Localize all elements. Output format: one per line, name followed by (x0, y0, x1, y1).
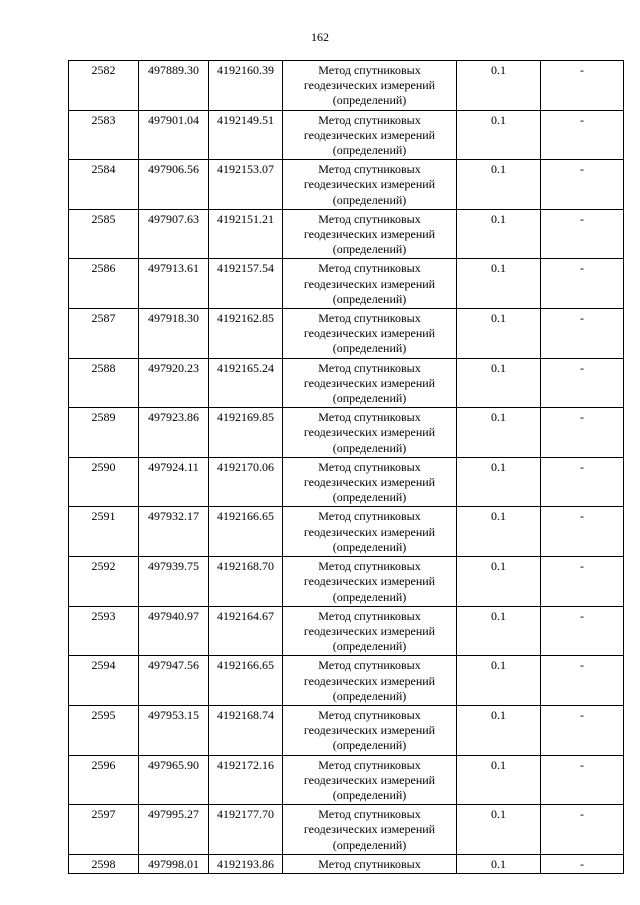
method-line: Метод спутниковых (318, 112, 421, 127)
method-cell (283, 507, 457, 557)
x-coordinate-cell: 497918.30 (139, 309, 209, 359)
method-cell (283, 408, 457, 458)
method-line: геодезических измерений (303, 673, 436, 688)
note-cell: - (541, 110, 624, 160)
accuracy-cell: 0.1 (457, 358, 541, 408)
y-coordinate-cell: 4192177.70 (209, 805, 283, 855)
table-row (69, 507, 624, 557)
method-line: Метод спутниковых (318, 559, 421, 574)
table-row (69, 309, 624, 359)
method-cell (283, 61, 457, 111)
method-line: геодезических измерений (303, 326, 436, 341)
table-row (69, 755, 624, 805)
y-coordinate-cell: 4192162.85 (209, 309, 283, 359)
page-number: 162 (311, 30, 329, 44)
y-coordinate-cell: 4192149.51 (209, 110, 283, 160)
coordinates-table (68, 60, 624, 874)
table-row (69, 705, 624, 755)
point-number-cell: 2596 (69, 755, 139, 805)
x-coordinate-cell: 497906.56 (139, 160, 209, 210)
method-line: (определений) (332, 440, 407, 455)
table-row (69, 606, 624, 656)
point-number-cell: 2593 (69, 606, 139, 656)
y-coordinate-cell: 4192168.74 (209, 705, 283, 755)
table-row (69, 457, 624, 507)
method-line: геодезических измерений (303, 822, 436, 837)
x-coordinate-cell: 497913.61 (139, 259, 209, 309)
method-line: Метод спутниковых (318, 360, 421, 375)
method-line: Метод спутниковых (318, 856, 421, 871)
method-cell (283, 259, 457, 309)
y-coordinate-cell: 4192157.54 (209, 259, 283, 309)
table-body (69, 61, 624, 874)
method-line: (определений) (332, 341, 407, 356)
method-line: геодезических измерений (303, 425, 436, 440)
note-cell: - (541, 854, 624, 873)
accuracy-cell: 0.1 (457, 557, 541, 607)
method-line: (определений) (332, 688, 407, 703)
accuracy-cell: 0.1 (457, 656, 541, 706)
y-coordinate-cell: 4192151.21 (209, 209, 283, 259)
y-coordinate-cell: 4192169.85 (209, 408, 283, 458)
accuracy-cell: 0.1 (457, 110, 541, 160)
method-line: геодезических измерений (303, 276, 436, 291)
accuracy-cell: 0.1 (457, 606, 541, 656)
method-line: геодезических измерений (303, 227, 436, 242)
method-line: Метод спутниковых (318, 807, 421, 822)
method-line: Метод спутниковых (318, 63, 421, 77)
method-line: Метод спутниковых (318, 410, 421, 425)
table-row (69, 209, 624, 259)
method-line: Метод спутниковых (318, 757, 421, 772)
method-line: Метод спутниковых (318, 459, 421, 474)
method-line: (определений) (332, 539, 407, 554)
x-coordinate-cell: 497998.01 (139, 854, 209, 873)
x-coordinate-cell: 497907.63 (139, 209, 209, 259)
note-cell: - (541, 755, 624, 805)
method-cell (283, 606, 457, 656)
method-line: Метод спутниковых (318, 608, 421, 623)
point-number-cell: 2591 (69, 507, 139, 557)
y-coordinate-cell: 4192166.65 (209, 656, 283, 706)
point-number-cell: 2584 (69, 160, 139, 210)
y-coordinate-cell: 4192172.16 (209, 755, 283, 805)
method-cell (283, 557, 457, 607)
accuracy-cell: 0.1 (457, 805, 541, 855)
method-line: Метод спутниковых (318, 162, 421, 177)
x-coordinate-cell: 497947.56 (139, 656, 209, 706)
note-cell: - (541, 61, 624, 111)
method-line: (определений) (332, 837, 407, 852)
note-cell: - (541, 358, 624, 408)
note-cell: - (541, 557, 624, 607)
x-coordinate-cell: 497940.97 (139, 606, 209, 656)
method-line: геодезических измерений (303, 78, 436, 93)
method-line: геодезических измерений (303, 177, 436, 192)
x-coordinate-cell: 497923.86 (139, 408, 209, 458)
note-cell: - (541, 606, 624, 656)
method-line: Метод спутниковых (318, 707, 421, 722)
accuracy-cell: 0.1 (457, 209, 541, 259)
method-cell (283, 358, 457, 408)
method-line: (определений) (332, 192, 407, 207)
y-coordinate-cell: 4192168.70 (209, 557, 283, 607)
method-cell (283, 160, 457, 210)
method-line: геодезических измерений (303, 127, 436, 142)
y-coordinate-cell: 4192164.67 (209, 606, 283, 656)
method-line: геодезических измерений (303, 623, 436, 638)
method-line: (определений) (332, 738, 407, 753)
point-number-cell: 2583 (69, 110, 139, 160)
table-row (69, 110, 624, 160)
table-row (69, 408, 624, 458)
accuracy-cell: 0.1 (457, 309, 541, 359)
table-row (69, 656, 624, 706)
method-cell (283, 309, 457, 359)
x-coordinate-cell: 497924.11 (139, 457, 209, 507)
point-number-cell: 2592 (69, 557, 139, 607)
x-coordinate-cell: 497995.27 (139, 805, 209, 855)
method-line: (определений) (332, 143, 407, 158)
accuracy-cell: 0.1 (457, 755, 541, 805)
method-line: (определений) (332, 639, 407, 654)
method-line: (определений) (332, 391, 407, 406)
note-cell: - (541, 160, 624, 210)
method-cell (283, 110, 457, 160)
note-cell: - (541, 656, 624, 706)
accuracy-cell: 0.1 (457, 705, 541, 755)
y-coordinate-cell: 4192153.07 (209, 160, 283, 210)
method-line: геодезических измерений (303, 723, 436, 738)
method-line: Метод спутниковых (318, 211, 421, 226)
accuracy-cell: 0.1 (457, 854, 541, 873)
point-number-cell: 2582 (69, 61, 139, 111)
x-coordinate-cell: 497965.90 (139, 755, 209, 805)
method-cell (283, 805, 457, 855)
table-row (69, 61, 624, 111)
method-line: Метод спутниковых (318, 261, 421, 276)
point-number-cell: 2587 (69, 309, 139, 359)
point-number-cell: 2597 (69, 805, 139, 855)
y-coordinate-cell: 4192166.65 (209, 507, 283, 557)
note-cell: - (541, 209, 624, 259)
x-coordinate-cell: 497953.15 (139, 705, 209, 755)
method-line: (определений) (332, 93, 407, 108)
point-number-cell: 2589 (69, 408, 139, 458)
method-line: Метод спутниковых (318, 509, 421, 524)
accuracy-cell: 0.1 (457, 160, 541, 210)
method-cell (283, 854, 457, 873)
point-number-cell: 2586 (69, 259, 139, 309)
accuracy-cell: 0.1 (457, 259, 541, 309)
method-line: Метод спутниковых (318, 658, 421, 673)
note-cell: - (541, 408, 624, 458)
point-number-cell: 2595 (69, 705, 139, 755)
x-coordinate-cell: 497939.75 (139, 557, 209, 607)
method-line: (определений) (332, 291, 407, 306)
table-row (69, 160, 624, 210)
method-line: (определений) (332, 787, 407, 802)
point-number-cell: 2590 (69, 457, 139, 507)
method-line: (определений) (332, 589, 407, 604)
accuracy-cell: 0.1 (457, 507, 541, 557)
method-line: геодезических измерений (303, 375, 436, 390)
note-cell: - (541, 705, 624, 755)
point-number-cell: 2588 (69, 358, 139, 408)
method-line: Метод спутниковых (318, 311, 421, 326)
note-cell: - (541, 805, 624, 855)
method-cell (283, 656, 457, 706)
y-coordinate-cell: 4192170.06 (209, 457, 283, 507)
accuracy-cell: 0.1 (457, 61, 541, 111)
table-row (69, 805, 624, 855)
method-cell (283, 705, 457, 755)
method-cell (283, 457, 457, 507)
y-coordinate-cell: 4192160.39 (209, 61, 283, 111)
note-cell: - (541, 457, 624, 507)
y-coordinate-cell: 4192165.24 (209, 358, 283, 408)
accuracy-cell: 0.1 (457, 457, 541, 507)
note-cell: - (541, 259, 624, 309)
x-coordinate-cell: 497920.23 (139, 358, 209, 408)
table-row (69, 259, 624, 309)
point-number-cell: 2585 (69, 209, 139, 259)
point-number-cell: 2598 (69, 854, 139, 873)
note-cell: - (541, 507, 624, 557)
method-line: (определений) (332, 242, 407, 257)
table-row (69, 358, 624, 408)
method-line: геодезических измерений (303, 772, 436, 787)
method-line: (определений) (332, 490, 407, 505)
method-line: геодезических измерений (303, 574, 436, 589)
table-row (69, 557, 624, 607)
x-coordinate-cell: 497932.17 (139, 507, 209, 557)
accuracy-cell: 0.1 (457, 408, 541, 458)
method-cell (283, 755, 457, 805)
note-cell: - (541, 309, 624, 359)
method-line: геодезических измерений (303, 524, 436, 539)
table-row (69, 854, 624, 873)
y-coordinate-cell: 4192193.86 (209, 854, 283, 873)
method-cell (283, 209, 457, 259)
x-coordinate-cell: 497901.04 (139, 110, 209, 160)
method-line: геодезических измерений (303, 475, 436, 490)
point-number-cell: 2594 (69, 656, 139, 706)
x-coordinate-cell: 497889.30 (139, 61, 209, 111)
